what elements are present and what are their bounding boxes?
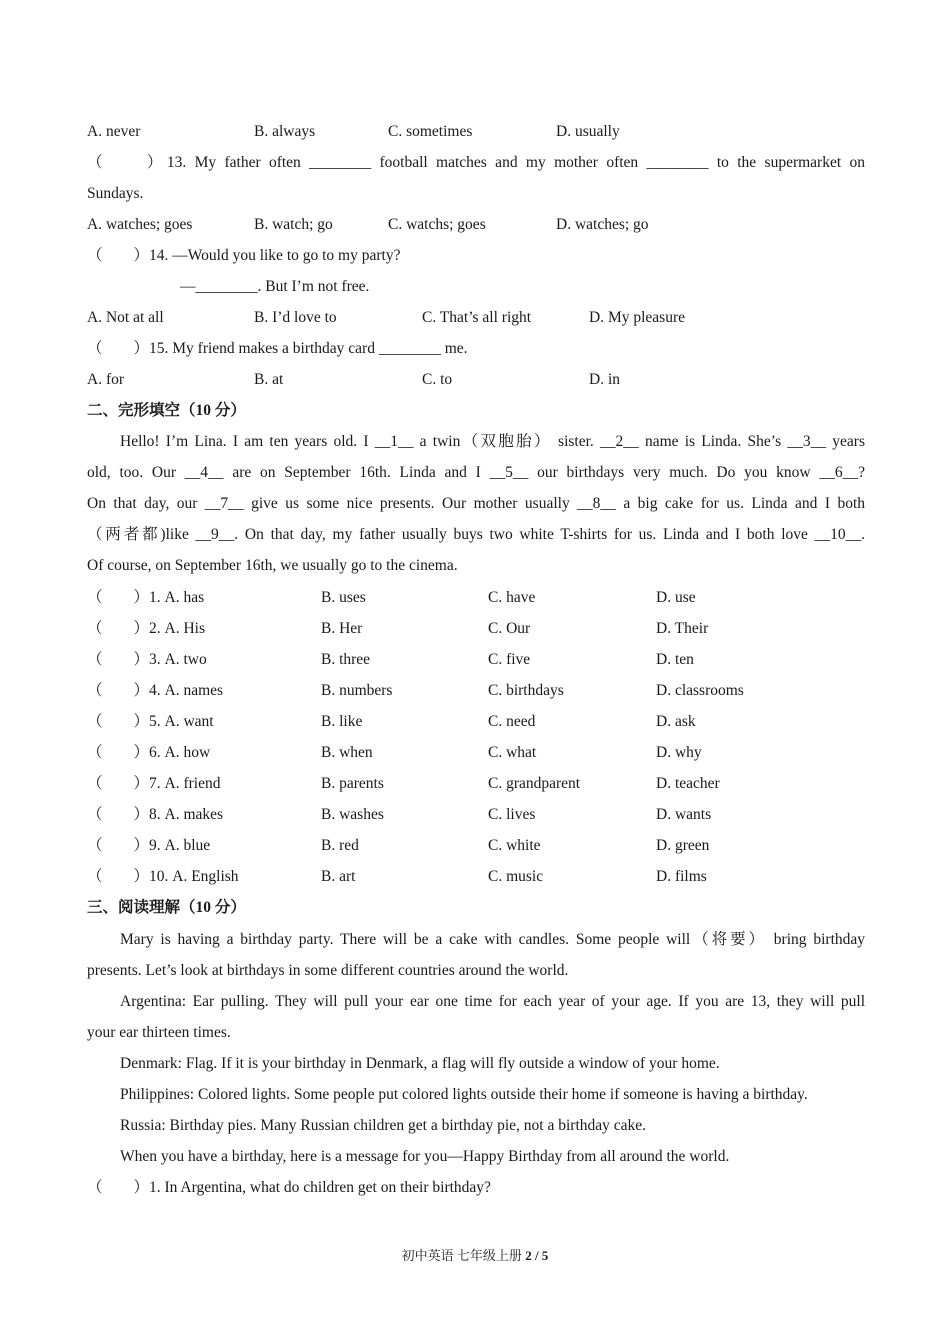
q14-reply: —________. But I’m not free.	[180, 278, 370, 295]
cloze-question-row	[87, 582, 865, 613]
reading-paragraph-2: Argentina: Ear pulling. They will pull your ear one time for each year of your age. If you are 13, they will pull	[120, 993, 865, 1010]
cloze-q-option-c: C. what	[488, 744, 537, 761]
q13-stem: （ ）13. My father often ________ football matches and my mother often ________ to the supermarket on	[87, 154, 865, 171]
q15-option-b: B. at	[254, 371, 284, 388]
footer-title: 初中英语 七年级上册	[401, 1248, 522, 1263]
reading-paragraph-1: Mary is having a birthday party. There will be a cake with candles. Some people will（将要） bring birthday	[120, 931, 865, 948]
section3-heading: 三、阅读理解（10 分）	[87, 899, 246, 916]
cloze-q-option-d: D. Their	[656, 620, 709, 637]
cloze-question-row	[87, 644, 865, 675]
cloze-question-row	[87, 799, 865, 830]
cloze-q-option-b: B. when	[321, 744, 373, 761]
page-number: 2 / 5	[525, 1248, 549, 1263]
q15-option-c: C. to	[422, 371, 453, 388]
cloze-question-row	[87, 768, 865, 799]
cloze-q-label: （ ）7. A. friend	[87, 775, 221, 792]
cloze-q-option-c: C. grandparent	[488, 775, 581, 792]
q13-option-d: D. watches; go	[556, 216, 649, 233]
reading-paragraph-5: Russia: Birthday pies. Many Russian children get a birthday pie, not a birthday cake.	[120, 1117, 647, 1134]
cloze-q-option-c: C. lives	[488, 806, 536, 823]
cloze-question-row	[87, 613, 865, 644]
reading-paragraph-3: Denmark: Flag. If it is your birthday in Denmark, a flag will fly outside a window of your home.	[120, 1055, 720, 1072]
q13-option-b: B. watch; go	[254, 216, 333, 233]
cloze-passage-line: old, too. Our __4__ are on September 16th. Linda and I __5__ our birthdays very much. Do you know __6__?	[87, 464, 865, 481]
cloze-q-label: （ ）2. A. His	[87, 620, 205, 637]
reading-paragraph-2-cont: your ear thirteen times.	[87, 1024, 231, 1041]
cloze-q-label: （ ）10. A. English	[87, 868, 239, 885]
q14-option-a: A. Not at all	[87, 309, 164, 326]
q13-options	[87, 209, 865, 240]
q12-options	[87, 116, 865, 147]
reading-paragraph-6: When you have a birthday, here is a message for you—Happy Birthday from all around the world.	[120, 1148, 730, 1165]
cloze-q-option-b: B. Her	[321, 620, 363, 637]
cloze-q-option-d: D. wants	[656, 806, 712, 823]
q13-stem-cont: Sundays.	[87, 185, 144, 202]
cloze-q-option-b: B. red	[321, 837, 359, 854]
q12-option-d: D. usually	[556, 123, 620, 140]
q15-options	[87, 364, 865, 395]
cloze-passage-line: （两者都)like __9__. On that day, my father usually buys two white T-shirts for us. Linda and I both love __10__.	[87, 526, 865, 543]
cloze-q-label: （ ）6. A. how	[87, 744, 211, 761]
cloze-q-label: （ ）9. A. blue	[87, 837, 211, 854]
q13-option-a: A. watches; goes	[87, 216, 193, 233]
cloze-passage-line: Hello! I’m Lina. I am ten years old. I __1__ a twin（双胞胎） sister. __2__ name is Linda. She’s __3__ years	[120, 433, 865, 450]
cloze-q-option-c: C. white	[488, 837, 541, 854]
q12-option-c: C. sometimes	[388, 123, 473, 140]
cloze-q-label: （ ）5. A. want	[87, 713, 214, 730]
cloze-q-option-b: B. art	[321, 868, 356, 885]
cloze-passage-line: On that day, our __7__ give us some nice presents. Our mother usually __8__ a big cake for us. Linda and I both	[87, 495, 865, 512]
cloze-q-label: （ ）4. A. names	[87, 682, 224, 699]
cloze-question-row	[87, 706, 865, 737]
q14-options	[87, 302, 865, 333]
cloze-q-option-c: C. birthdays	[488, 682, 564, 699]
reading-question-1: （ ）1. In Argentina, what do children get on their birthday?	[87, 1179, 491, 1196]
q14-option-b: B. I’d love to	[254, 309, 337, 326]
cloze-q-option-d: D. why	[656, 744, 702, 761]
cloze-q-option-b: B. parents	[321, 775, 384, 792]
cloze-q-label: （ ）3. A. two	[87, 651, 207, 668]
cloze-q-option-d: D. films	[656, 868, 707, 885]
cloze-q-option-c: C. music	[488, 868, 544, 885]
cloze-q-option-c: C. five	[488, 651, 531, 668]
cloze-q-option-d: D. teacher	[656, 775, 720, 792]
reading-paragraph-1-cont: presents. Let’s look at birthdays in some different countries around the world.	[87, 962, 569, 979]
q15-stem: （ ）15. My friend makes a birthday card ________ me.	[87, 340, 468, 357]
cloze-q-label: （ ）1. A. has	[87, 589, 205, 606]
cloze-q-label: （ ）8. A. makes	[87, 806, 224, 823]
cloze-q-option-c: C. Our	[488, 620, 531, 637]
q12-option-a: A. never	[87, 123, 141, 140]
cloze-question-row	[87, 675, 865, 706]
q13-option-c: C. watchs; goes	[388, 216, 486, 233]
cloze-q-option-d: D. green	[656, 837, 710, 854]
cloze-q-option-d: D. ten	[656, 651, 694, 668]
cloze-q-option-b: B. washes	[321, 806, 384, 823]
cloze-question-row	[87, 830, 865, 861]
q14-option-d: D. My pleasure	[589, 309, 685, 326]
q14-option-c: C. That’s all right	[422, 309, 532, 326]
section2-heading: 二、完形填空（10 分）	[87, 402, 246, 419]
cloze-q-option-c: C. need	[488, 713, 536, 730]
cloze-q-option-d: D. use	[656, 589, 696, 606]
q15-option-d: D. in	[589, 371, 620, 388]
q14-stem: （ ）14. —Would you like to go to my party?	[87, 247, 401, 264]
cloze-q-option-b: B. like	[321, 713, 363, 730]
q15-option-a: A. for	[87, 371, 125, 388]
cloze-q-option-b: B. uses	[321, 589, 366, 606]
page-footer	[0, 1244, 950, 1268]
cloze-q-option-d: D. ask	[656, 713, 696, 730]
cloze-q-option-d: D. classrooms	[656, 682, 744, 699]
cloze-q-option-b: B. three	[321, 651, 371, 668]
cloze-question-row	[87, 861, 865, 892]
reading-paragraph-4: Philippines: Colored lights. Some people put colored lights outside their home if someone is having a birthday.	[120, 1086, 808, 1103]
cloze-q-option-c: C. have	[488, 589, 536, 606]
q12-option-b: B. always	[254, 123, 316, 140]
cloze-q-option-b: B. numbers	[321, 682, 393, 699]
cloze-passage-line: Of course, on September 16th, we usually go to the cinema.	[87, 557, 458, 574]
cloze-question-row	[87, 737, 865, 768]
